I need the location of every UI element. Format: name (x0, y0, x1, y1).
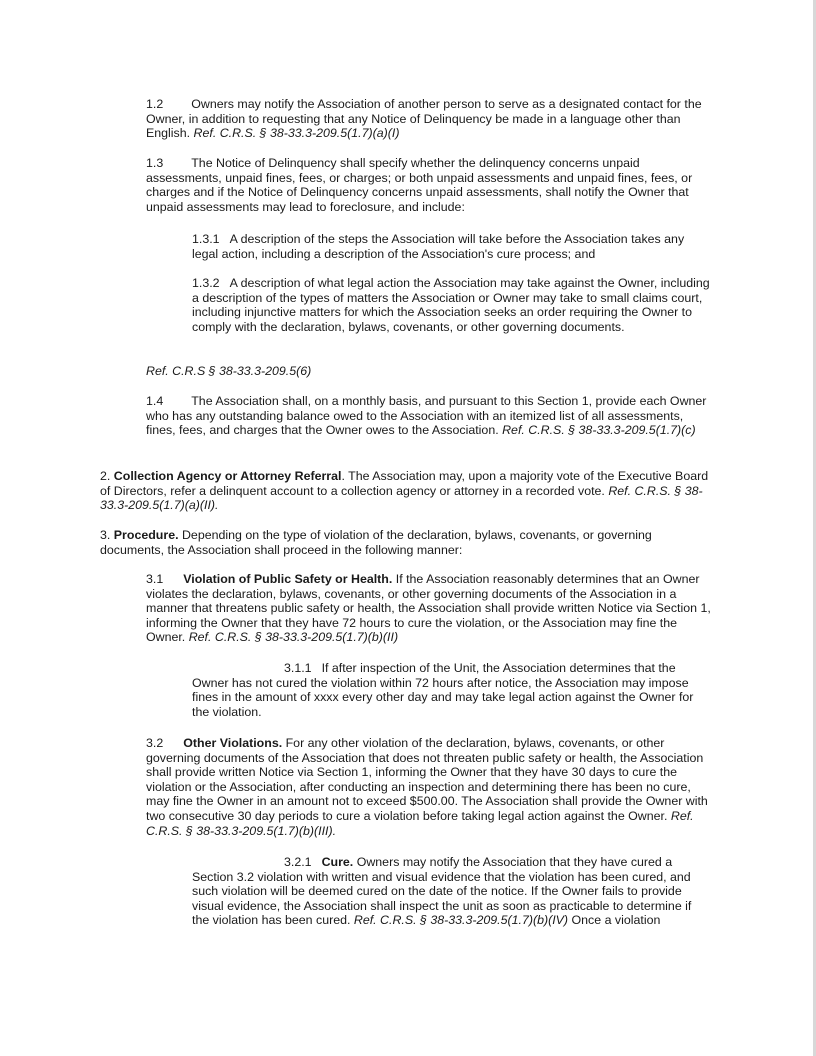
paragraph-3-2-1 (192, 855, 710, 928)
paragraph-3-1 (146, 572, 714, 645)
subsection-heading: Cure. (321, 855, 354, 869)
section-number: 3.1.1 (284, 661, 312, 675)
statute-reference: Ref. C.R.S. § 38-33.3-209.5(1.7)(b)(III). (146, 808, 694, 838)
paragraph-text: A description of the steps the Association will take before the Association takes any legal action, including a description of the Association's cure process; and (192, 232, 685, 261)
paragraph-1-3-1 (192, 232, 710, 261)
paragraph-continuation: Once a violation (571, 913, 661, 928)
statute-reference-1-3: Ref. C.R.S § 38-33.3-209.5(6) (146, 364, 312, 378)
paragraph-1-2 (146, 97, 714, 141)
paragraph-text: A description of what legal action the Association may take against the Owner, including a description of the types of matters the Association or Owner may take to small claims court, including injunctive matters for which the Association seeks an order requiring the Owner to comply with the declaration, bylaws, covenants, or other governing documents. (192, 276, 710, 334)
section-heading: Collection Agency or Attorney Referral (113, 469, 342, 483)
paragraph-text: Depending on the type of violation of the declaration, bylaws, covenants, or governing documents, the Association shall proceed in the following manner: (100, 528, 652, 557)
paragraph-text: The Notice of Delinquency shall specify whether the delinquency concerns unpaid assessments, unpaid fines, fees, or charges; or both unpaid assessments and unpaid fines, fees, or charges and if the Notice of Delinquency concerns unpaid assessments, shall notify the Owner that unpaid assessments may lead to foreclosure, and include: (146, 156, 693, 214)
paragraph-text: If the Association reasonably determines that an Owner violates the declaration, bylaws, covenants, or other governing documents of the Association in a manner that threatens public safety or health, the Association shall provide written Notice via Section 1, informing the Owner that they have 72 hours to cure the violation, or the Association may fine the Owner. (146, 572, 711, 645)
section-2: 2. Collection Agency or Attorney Referral. The Association may, upon a majority vote of the Executive Board of Directors, refer a delinquent account to a collection agency or attorney in a recorded vote. Ref. C.R.S. § 38-33.3-209.5(1.7)(a)(II). (100, 469, 709, 513)
paragraph-3-2 (146, 736, 714, 838)
statute-reference: Ref. C.R.S. § 38-33.3-209.5(1.7)(b)(II) (188, 630, 399, 645)
section-number: 1.3.2 (192, 276, 220, 290)
paragraph-text: For any other violation of the declaration, bylaws, covenants, or other governing documents of the Association that does not threaten public safety or health, the Association shall provide written Notice via Section 1, informing the Owner that they have 30 days to cure the violation or the Association, after conducting an inspection and determining there has been no cure, may fine the Owner in an amount not to exceed $500.00. The Association shall provide the Owner with two consecutive 30 day periods to cure a violation before taking legal action against the Owner. (146, 736, 708, 823)
paragraph-text: If after inspection of the Unit, the Association determines that the Owner has not cured the violation within 72 hours after notice, the Association may impose fines in the amount of xxxx every other day and may take legal action against the Owner for the violation. (192, 661, 694, 719)
section-number: 3. (100, 528, 111, 542)
paragraph-1-3 (146, 156, 714, 214)
section-number: 1.3 (146, 156, 164, 170)
paragraph-1-4 (146, 394, 714, 438)
section-number: 1.4 (146, 394, 164, 408)
section-number: 3.1 (146, 572, 164, 586)
section-heading: Procedure. (113, 528, 179, 542)
paragraph-text: Owners may notify the Association of another person to serve as a designated contact for the Owner, in addition to requesting that any Notice of Delinquency be made in a language other than English. (146, 97, 702, 141)
section-number: 1.2 (146, 97, 164, 111)
paragraph-text: The Association shall, on a monthly basis, and pursuant to this Section 1, provide each Owner who has any outstanding balance owed to the Association with an itemized list of all assessments, fines, fees, and charges that the Owner owes to the Association. (146, 394, 707, 438)
statute-reference: Ref. C.R.S. § 38-33.3-209.5(1.7)(a)(I) (193, 126, 400, 141)
statute-reference: Ref. C.R.S. § 38-33.3-209.5(1.7)(b)(IV) (353, 913, 569, 928)
subsection-heading: Violation of Public Safety or Health. (183, 572, 393, 586)
statute-reference: Ref. C.R.S. § 38-33.3-209.5(1.7)(a)(II). (100, 483, 703, 513)
paragraph-3-1-1 (192, 661, 710, 719)
section-number: 2. (100, 469, 111, 483)
paragraph-1-3-2 (192, 276, 710, 334)
section-3 (100, 528, 710, 557)
paragraph-text: Owners may notify the Association that they have cured a Section 3.2 violation with written and visual evidence that the violation has been cured, and such violation will be deemed cured on the date of the notice. If the Owner fails to provide visual evidence, the Association shall inspect the unit as soon as practicable to determine if the violation has been cured. (192, 855, 692, 928)
paragraph-text: The Association may, upon a majority vote of the Executive Board of Directors, refer a delinquent account to a collection agency or attorney in a recorded vote. (100, 469, 709, 498)
section-number: 3.2 (146, 736, 164, 750)
subsection-heading: Other Violations. (183, 736, 283, 750)
statute-reference: Ref. C.R.S. § 38-33.3-209.5(1.7)(c) (502, 423, 696, 438)
section-number: 3.2.1 (284, 855, 312, 869)
section-number: 1.3.1 (192, 232, 220, 246)
